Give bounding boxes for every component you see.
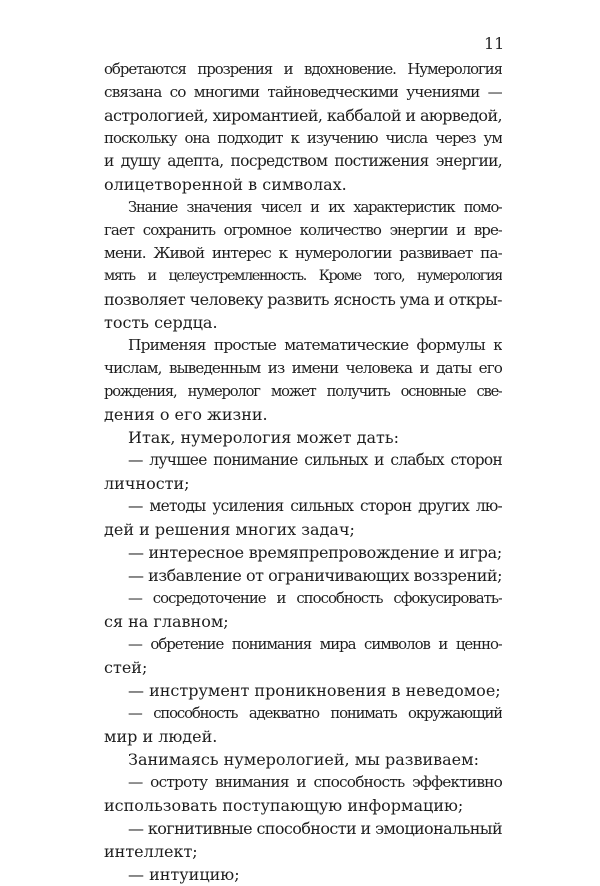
text-line: Занимаясь нумерологией, мы развиваем: <box>128 750 479 769</box>
text-line: — инструмент проникновения в неведомое; <box>128 681 501 700</box>
text-line: мени. Живой интерес к нумерологии развивает па- <box>104 244 502 262</box>
text-line: связана со многими тайноведческими учениями — <box>104 83 502 101</box>
text-line: ся на главном; <box>104 612 229 631</box>
text-line: позволяет человеку развить ясность ума и откры- <box>104 290 502 309</box>
text-line: стей; <box>104 658 148 677</box>
text-line: — сосредоточение и способность сфокусировать- <box>128 589 502 607</box>
text-line: обретаются прозрения и вдохновение. Нумерология <box>104 60 502 78</box>
text-line: — лучшее понимание сильных и слабых сторон <box>128 451 502 469</box>
text-line: — остроту внимания и способность эффективно <box>128 773 502 791</box>
text-line: тость сердца. <box>104 313 218 332</box>
text-line: личности; <box>104 474 190 493</box>
text-line: — методы усиления сильных сторон других лю- <box>128 497 502 515</box>
text-line: олицетворенной в символах. <box>104 175 347 194</box>
text-line: и душу адепта, посредством постижения энергии, <box>104 152 502 170</box>
text-line: рождения, нумеролог может получить основные све- <box>104 383 502 400</box>
text-line: — интересное времяпрепровождение и игра; <box>128 543 502 562</box>
text-line: Итак, нумерология может дать: <box>128 428 399 447</box>
text-line: использовать поступающую информацию; <box>104 796 464 815</box>
text-line: интеллект; <box>104 842 198 861</box>
text-line: числам, выведенным из имени человека и даты его <box>104 359 502 377</box>
text-line: — обретение понимания мира символов и ценно- <box>128 635 502 653</box>
text-line: мир и людей. <box>104 727 218 746</box>
text-line: Применяя простые математические формулы к <box>128 336 502 354</box>
text-line: — избавление от ограничивающих воззрений; <box>128 566 503 585</box>
text-line: — когнитивные способности и эмоциональный <box>128 819 502 838</box>
text-line: — способность адекватно понимать окружающий <box>128 705 502 722</box>
text-line: дей и решения многих задач; <box>104 520 355 539</box>
text-line: астрологией, хиромантией, каббалой и аюрведой, <box>104 106 502 125</box>
text-line: дения о его жизни. <box>104 405 268 424</box>
text-line: гает сохранить огромное количество энергии и вре- <box>104 221 502 239</box>
text-line: Знание значения чисел и их характеристик помо- <box>128 199 502 216</box>
text-line: поскольку она подходит к изучению числа через ум <box>104 129 502 147</box>
page-number: 11 <box>484 34 505 53</box>
body-text <box>104 58 502 886</box>
text-line: мять и целеустремленность. Кроме того, нумерология <box>104 268 502 284</box>
text-line: — интуицию; <box>128 865 240 884</box>
